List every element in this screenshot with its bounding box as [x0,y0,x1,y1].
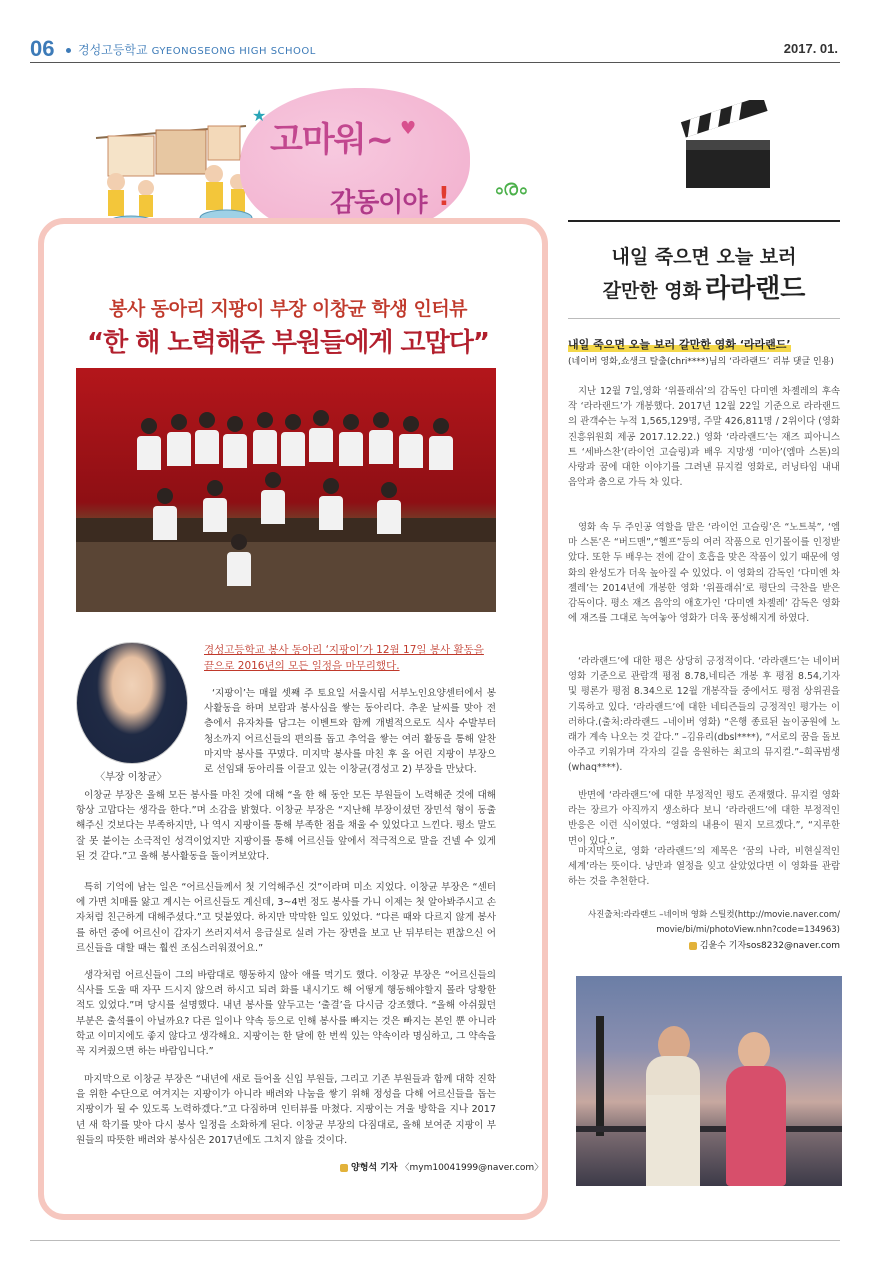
interview-paragraph-5: 마지막으로 이창균 부장은 “내년에 새로 들어올 신입 부원들, 그리고 기존 부원들과 함께 대학 진학을 위한 수단으로 여겨지는 지팡이가 아니라 배려와 나눔을 쌓기 위해 정성을 다해 어르신들을 돕는 지팡이가 될 수 있도록 노력하겠다.”고 다짐하며 인터뷰를 마쳤다. 지팡이는 겨울 방학을 지나 2017년 새 학기를 맞아 다시 봉사 일정을 소화하게 된다. 이창균 부장의 다짐대로, 올해 보여준 지팡이 부원들의 따뜻한 배려와 봉사심은 2017년에도 그치지 않을 것이다. [76,1074,496,1146]
movie-paragraph-3: ‘라라랜드’에 대한 평은 상당히 긍정적이다. ‘라라랜드’는 네이버 영화 기준으로 관람객 평점 8.78,네티즌 개봉 후 평점 8.54,기자 및 평론가 평점 8.34으로 12월 개봉작들 중에서도 평점 상위권을 기록하고 있다. ‘라라랜드’에 대한 네티즌들의 긍정적인 평가는 이러하다.(출처:라라랜드 –네이버 영화) “은행 종료된 놀이공원에 노래가 계속 나오는 것 같다.” –김유리(dbsl****), “서로의 꿈을 돌보아주고 키워가며 각자의 길을 응원하는 최고의 뮤지컬.”–희곡범생(whaq****). [568,656,840,774]
movie-paragraph-5: 마지막으로, 영화 ‘라라랜드’의 제목은 ‘꿈의 나라, 비현실적인 세계’라는 뜻이다. 낭만과 열정을 잊고 살았었다면 이 영화를 관람하는 것을 추천한다. [568,846,840,888]
interview-headline: 봉사 동아리 지팡이 부장 이창균 학생 인터뷰 [108,298,468,320]
pen-icon [340,1164,348,1172]
club-member-figure [260,472,286,530]
club-member-figure [202,480,228,538]
header-rule [30,62,840,63]
interview-reporter: 양형석 기자 [351,1163,398,1173]
footer-rule [30,1240,840,1241]
heart-icon: ♥ [400,118,417,139]
movie-title-name: 라라랜드 [704,274,806,304]
club-member-figure [376,482,402,540]
volunteers-illustration [86,118,256,230]
club-member-figure [368,412,394,470]
club-member-figure [318,478,344,536]
photo-credit-line-1: 사진출처:라라랜드 –네이버 영화 스틸컷(http://movie.naver.com/ [587,910,840,920]
school-name-en: GYEONGSEONG HIGH SCHOOL [151,46,316,57]
clapperboard-icon [676,100,776,190]
movie-paragraph-4: 반면에 ‘라라랜드’에 대한 부정적인 평도 존재했다. 뮤지컬 영화라는 장르가 아직까지 생소하다 보니 ‘라라랜드’에 대한 부정적인 반응은 이런 식이였다. “영화의 내용이 뭔지 모르겠다.”, “지루한 면이 있다.”. [568,790,840,847]
interview-paragraph-1: ‘지팡이’는 매월 셋째 주 토요일 서울시립 서부노인요양센터에서 봉사활동을 하며 보람과 봉사심을 쌓는 동아리다. 추운 날씨를 맞아 전 층에서 유자차를 담그는 이벤트와 함께 개별적으로도 식사 수발부터 청소까지 어르신들의 편의를 돕고 추억을 쌓는 여러 활동을 통해 알찬 마지막 봉사를 꾸몄다. 미지막 봉사를 마친 후 올 어린 지팡이 부장으로 선임돼 동아리를 이끌고 있는 이창균(경성고 2) 부장을 만났다. [204,688,496,776]
school-name [78,41,316,58]
movie-paragraph-1: 지난 12월 7일,영화 ‘위플래쉬’의 감독인 다미엔 차젤레의 후속작 ‘라라랜드’가 개봉했다. 2017년 12월 22일 기준으로 라라랜드의 관객수는 누적 1,565,129명, 주말 426,811명 / 2위이다 (영화진흥위원회 제공 2017.12.22.) 영화 ‘라라랜드’는 재즈 피아니스트 ‘세바스찬’(라이언 고슬링)과 배우 지망생 ‘미아’(엠마 스톤)의 사랑과 꿈에 대한 이야기를 그려낸 뮤지컬 영화로, 러닝타임 내내 음악과 춤으로 가득 차 있다. [568,386,840,489]
stage-floor [76,542,496,612]
stage-edge [76,518,496,542]
header-dot [66,48,71,53]
movie-title-line-1: 내일 죽으면 오늘 보러 [611,246,797,268]
movie-subtitle-source: (네이버 영화,쇼생크 탈출(chri****)님의 ‘라라랜드’ 리뷰 댓글 인용) [568,357,834,367]
club-member-figure [398,416,424,474]
exclamation-icon: ! [438,182,450,212]
club-member-figure [280,414,306,472]
interview-reporter-email[interactable]: 〈mym10041999@naver.com〉 [400,1163,544,1173]
club-member-figure [308,410,334,468]
group-photo [76,368,496,612]
movie-title-prefix: 갈만한 영화 [602,280,701,302]
movie-reporter: 김윤수 기자 [699,941,747,951]
deco-title-1: 고마워~ [270,120,394,160]
portrait-caption: 〈부장 이창균〉 [95,772,167,783]
movie-subtitle: 내일 죽으면 오늘 보러 갈만한 영화 ‘라라랜드’ [568,338,791,351]
club-member-figure [194,412,220,470]
school-name-ko: 경성고등학교 [78,43,148,57]
photo-credit [568,908,840,938]
interview-lede: 경성고등학교 봉사 동아리 ‘지팡이’가 12월 17일 봉사 활동을 끝으로 2016년의 모든 일정을 마무리했다. [204,644,484,672]
photo-credit-line-2: movie/bi/mi/photoView.nhn?code=134963) [656,925,840,935]
movie-paragraph-2: 영화 속 두 주인공 역할을 맡은 ‘라이언 고슬링’은 “노트북”, ‘엠마 스톤’은 “버드맨”,“헬프”등의 여러 작품으로 인기몰이를 인정받았다. 또한 두 배우는 전에 같이 호흡을 맞은 작품이 있기 때문에 영화의 완성도가 더욱 높아질 수 있었다. 이 영화의 감독인 ‘다미엔 차젤레’는 2014년에 개봉한 영화 ‘위플래쉬’로 평단의 극찬을 받은 감독이다. 평소 재즈 음악의 애호가인 ‘다미엔 차젤레’ 감독은 영화에 재즈를 그대로 녹여놓아 영화가 더욱 풍성해지게 하였다. [568,522,840,625]
movie-still-photo [576,976,842,1186]
club-member-figure [152,488,178,546]
club-member-figure [252,412,278,470]
movie-reporter-email[interactable]: sos8232@naver.com [746,941,840,951]
movie-title-bottom-rule [568,318,840,319]
movie-title-top-rule [568,220,840,222]
swirl-icon: ൟ [494,176,527,201]
interview-quote-headline: “한 해 노력해준 부원들에게 고맙다” [86,328,489,358]
movie-byline [568,938,840,951]
club-member-figure [166,414,192,472]
club-member-figure [222,416,248,474]
issue-date: 2017. 01. [783,41,838,56]
pen-icon [689,942,697,950]
interview-paragraph-2: 이창균 부장은 올해 모든 봉사를 마친 것에 대해 “올 한 해 동안 모든 부원들이 노력해준 것에 대해 항상 고맙다는 생각을 한다.”며 소감을 밝혔다. 이창균 부장은 “지난해 부장이셨던 장민석 형이 동출해주신 것보다는 부족하지만, 나 역시 지팡이를 통해 부족한 점을 채울 수 있었다고 느낀다. 평소 말도 잘 못 붙이는 소극적인 성격이었지만 지팡이를 통해 어르신들 앞에서 적극적으로 말을 건넬 수 있게 된 것 같다.”고 올해 봉사활동을 돌이켜보았다. [76,790,496,862]
portrait-photo [76,642,188,764]
star-icon: ★ [252,106,267,125]
interview-paragraph-3: 특히 기억에 남는 일은 “어르신들께서 첫 기억해주신 것”이라며 미소 지었다. 이창균 부장은 “센터에 가면 치매를 앓고 계시는 어르신들도 계신데, 3~4번 정도 봉사를 가니 이제는 첫 알아봐주시고 손자처럼 친근하게 대해주셨다.”고 덧붙였다. 하지만 막막한 일도 있었다. “다른 때와 다르지 않게 봉사를 하던 중에 어르신이 갑자기 쓰러지셔서 응급실로 실려 가는 장면을 보고 난 뒤부터는 편찮으신 어르신들을 대할 때는 훨씬 조심스러워졌어요.” [76,882,496,954]
page-number: 06 [30,36,55,61]
interview-paragraph-4: 생각처럼 어르신들이 그의 바람대로 행동하지 않아 애를 먹기도 했다. 이창균 부장은 “어르신들의 식사를 도울 때 자꾸 드시지 않으려 하시고 되려 화를 내시기도 해 어떻게 행동해야할지 몰라 당황한 적도 있었다.”며 당시를 설명했다. 내년 봉사를 앞두고는 ‘출결’을 다시금 강조했다. “올해 아쉬웠던 부분은 출석률이 아닐까요? 다른 일이나 약속 등으로 인해 봉사를 빠지는 것은 빠지는 본인 뿐 아니라 학교 이미지에도 좋지 않다고 생각해요. 지팡이는 한 달에 한 번씩 있는 약속이라 명심하고, 그 약속을 꼭 지켜줬으면 하는 바람입니다.” [76,970,496,1058]
movie-title-line-2 [568,268,840,305]
club-member-figure [226,534,252,592]
deco-title-2: 감동이야 [330,188,427,218]
club-member-figure [136,418,162,476]
club-member-figure [338,414,364,472]
club-member-figure [428,418,454,476]
interview-byline [340,1160,543,1173]
